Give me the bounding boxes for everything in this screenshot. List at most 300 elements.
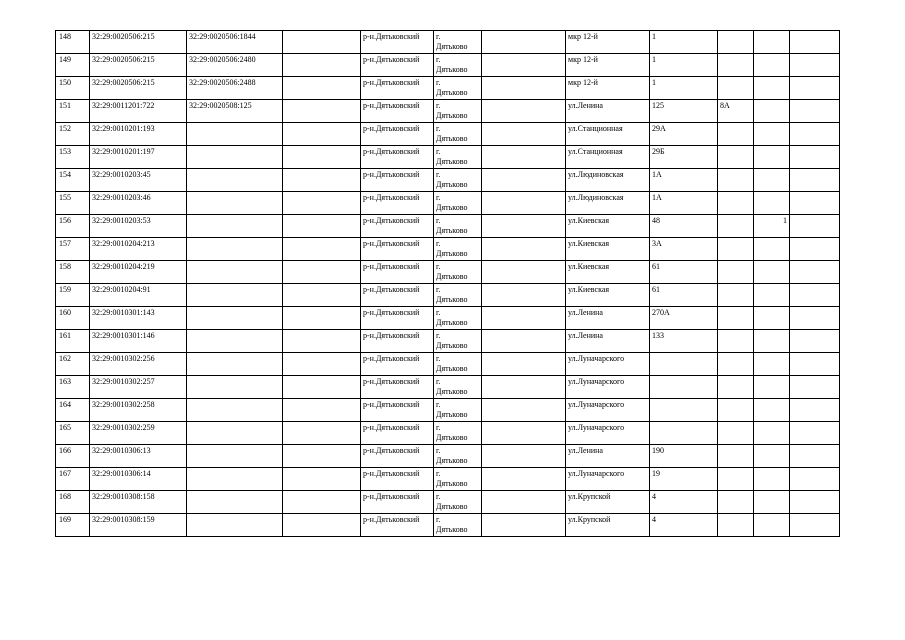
district-cell (361, 77, 434, 100)
empty-cell (283, 514, 361, 537)
cadastral-number-cell (90, 468, 187, 491)
district-cell (361, 491, 434, 514)
empty-cell (283, 238, 361, 261)
city-name: Дятьково (436, 363, 468, 373)
empty-cell (482, 146, 566, 169)
city-cell (434, 307, 482, 330)
row-number-cell (56, 468, 90, 491)
district-cell (361, 238, 434, 261)
district-text: р-н.Дятьковский (363, 469, 420, 478)
street-text: ул.Ленина (568, 308, 603, 317)
row-number-cell (56, 514, 90, 537)
cadastral-number-cell (90, 238, 187, 261)
empty-cell (790, 307, 840, 330)
city-cell (434, 31, 482, 54)
row-number-text: 163 (59, 377, 71, 386)
city-prefix: г. (436, 400, 441, 409)
row-number-text: 169 (59, 515, 71, 524)
house-number-cell (650, 146, 718, 169)
row-number-text: 157 (59, 239, 71, 248)
street-text: ул.Ленина (568, 101, 603, 110)
empty-cell (283, 353, 361, 376)
row-number-text: 168 (59, 492, 71, 501)
cadastral-number-cell (90, 100, 187, 123)
empty-cell (482, 422, 566, 445)
row-number-text: 151 (59, 101, 71, 110)
house-number-text: 190 (652, 446, 664, 455)
related-cadastral-number-cell (187, 54, 283, 77)
related-cadastral-number-cell (187, 215, 283, 238)
related-cadastral-number-text: 32:29:0020506:1844 (189, 32, 256, 41)
house-number-text: 133 (652, 331, 664, 340)
building-cell (718, 307, 754, 330)
flag-cell (754, 307, 790, 330)
city-name: Дятьково (436, 110, 468, 120)
empty-cell (283, 31, 361, 54)
house-number-text: 61 (652, 285, 660, 294)
cadastral-number-text: 32:29:0010301:143 (92, 308, 155, 317)
cadastral-number-text: 32:29:0010204:213 (92, 239, 155, 248)
empty-cell (283, 169, 361, 192)
house-number-cell (650, 399, 718, 422)
district-text: р-н.Дятьковский (363, 239, 420, 248)
row-number-text: 167 (59, 469, 71, 478)
table-row (56, 307, 840, 330)
district-text: р-н.Дятьковский (363, 32, 420, 41)
house-number-cell (650, 238, 718, 261)
house-number-cell (650, 123, 718, 146)
related-cadastral-number-text: 32:29:0020506:2480 (189, 55, 256, 64)
building-cell (718, 284, 754, 307)
empty-cell (283, 123, 361, 146)
street-cell (566, 215, 650, 238)
row-number-text: 158 (59, 262, 71, 271)
building-cell (718, 146, 754, 169)
related-cadastral-number-cell (187, 169, 283, 192)
house-number-cell (650, 77, 718, 100)
house-number-cell (650, 514, 718, 537)
building-cell (718, 123, 754, 146)
row-number-text: 159 (59, 285, 71, 294)
empty-cell (790, 215, 840, 238)
district-cell (361, 169, 434, 192)
empty-cell (790, 284, 840, 307)
row-number-cell (56, 284, 90, 307)
city-name: Дятьково (436, 271, 468, 281)
flag-cell (754, 77, 790, 100)
building-text: 8А (720, 101, 730, 110)
table-row (56, 54, 840, 77)
district-cell (361, 468, 434, 491)
building-cell (718, 399, 754, 422)
flag-cell (754, 399, 790, 422)
district-cell (361, 123, 434, 146)
house-number-text: 48 (652, 216, 660, 225)
street-cell (566, 307, 650, 330)
city-cell (434, 468, 482, 491)
city-name: Дятьково (436, 478, 468, 488)
empty-cell (790, 31, 840, 54)
row-number-cell (56, 54, 90, 77)
empty-cell (482, 31, 566, 54)
house-number-cell (650, 330, 718, 353)
district-cell (361, 100, 434, 123)
district-text: р-н.Дятьковский (363, 515, 420, 524)
related-cadastral-number-cell (187, 468, 283, 491)
city-name: Дятьково (436, 386, 468, 396)
flag-text: 1 (783, 216, 787, 225)
city-prefix: г. (436, 239, 441, 248)
cadastral-number-cell (90, 192, 187, 215)
city-prefix: г. (436, 377, 441, 386)
district-text: р-н.Дятьковский (363, 170, 420, 179)
empty-cell (482, 100, 566, 123)
street-cell (566, 376, 650, 399)
house-number-text: 3А (652, 239, 662, 248)
building-cell (718, 445, 754, 468)
district-cell (361, 353, 434, 376)
building-cell (718, 54, 754, 77)
city-name: Дятьково (436, 317, 468, 327)
district-cell (361, 307, 434, 330)
empty-cell (482, 399, 566, 422)
empty-cell (482, 261, 566, 284)
building-cell (718, 31, 754, 54)
street-text: ул.Луначарского (568, 400, 625, 409)
cadastral-number-text: 32:29:0010204:219 (92, 262, 155, 271)
row-number-text: 154 (59, 170, 71, 179)
house-number-cell (650, 215, 718, 238)
city-cell (434, 77, 482, 100)
building-cell (718, 353, 754, 376)
street-text: ул.Киевская (568, 262, 610, 271)
city-cell (434, 330, 482, 353)
street-cell (566, 353, 650, 376)
empty-cell (482, 238, 566, 261)
empty-cell (283, 307, 361, 330)
cadastral-number-text: 32:29:0010301:146 (92, 331, 155, 340)
empty-cell (482, 514, 566, 537)
city-prefix: г. (436, 331, 441, 340)
related-cadastral-number-cell (187, 307, 283, 330)
table-row (56, 353, 840, 376)
empty-cell (283, 261, 361, 284)
city-cell (434, 192, 482, 215)
flag-cell (754, 31, 790, 54)
table-row (56, 445, 840, 468)
city-name: Дятьково (436, 64, 468, 74)
house-number-cell (650, 192, 718, 215)
row-number-cell (56, 376, 90, 399)
cadastral-number-cell (90, 77, 187, 100)
empty-cell (790, 238, 840, 261)
city-cell (434, 514, 482, 537)
row-number-cell (56, 146, 90, 169)
cadastral-number-cell (90, 31, 187, 54)
empty-cell (283, 399, 361, 422)
row-number-cell (56, 445, 90, 468)
empty-cell (283, 192, 361, 215)
cadastral-number-text: 32:29:0010302:259 (92, 423, 155, 432)
house-number-cell (650, 468, 718, 491)
empty-cell (790, 192, 840, 215)
house-number-cell (650, 307, 718, 330)
cadastral-number-text: 32:29:0020506:215 (92, 78, 155, 87)
city-cell (434, 376, 482, 399)
flag-cell (754, 192, 790, 215)
table-row (56, 192, 840, 215)
street-text: ул.Киевская (568, 239, 610, 248)
city-cell (434, 261, 482, 284)
table-row (56, 77, 840, 100)
city-name: Дятьково (436, 133, 468, 143)
city-prefix: г. (436, 308, 441, 317)
city-name: Дятьково (436, 455, 468, 465)
table-body (56, 31, 840, 537)
cadastral-number-text: 32:29:0010203:53 (92, 216, 151, 225)
empty-cell (482, 330, 566, 353)
table-row (56, 468, 840, 491)
empty-cell (790, 399, 840, 422)
empty-cell (482, 445, 566, 468)
empty-cell (283, 468, 361, 491)
street-cell (566, 123, 650, 146)
city-cell (434, 100, 482, 123)
house-number-text: 1А (652, 170, 662, 179)
table-row (56, 422, 840, 445)
city-prefix: г. (436, 446, 441, 455)
cadastral-number-cell (90, 399, 187, 422)
city-name: Дятьково (436, 87, 468, 97)
empty-cell (790, 330, 840, 353)
street-cell (566, 468, 650, 491)
city-cell (434, 238, 482, 261)
cadastral-number-text: 32:29:0010302:258 (92, 400, 155, 409)
cadastral-number-cell (90, 261, 187, 284)
district-text: р-н.Дятьковский (363, 285, 420, 294)
street-text: ул.Людиновская (568, 170, 624, 179)
city-prefix: г. (436, 55, 441, 64)
city-prefix: г. (436, 469, 441, 478)
district-text: р-н.Дятьковский (363, 78, 420, 87)
empty-cell (283, 330, 361, 353)
empty-cell (790, 146, 840, 169)
flag-cell (754, 468, 790, 491)
empty-cell (482, 491, 566, 514)
flag-cell (754, 54, 790, 77)
flag-cell (754, 146, 790, 169)
house-number-text: 29Б (652, 147, 665, 156)
district-text: р-н.Дятьковский (363, 423, 420, 432)
district-text: р-н.Дятьковский (363, 216, 420, 225)
flag-cell (754, 422, 790, 445)
street-text: ул.Крупской (568, 515, 611, 524)
city-name: Дятьково (436, 179, 468, 189)
empty-cell (482, 307, 566, 330)
district-text: р-н.Дятьковский (363, 262, 420, 271)
table-row (56, 514, 840, 537)
street-text: мкр 12-й (568, 55, 598, 64)
city-prefix: г. (436, 354, 441, 363)
row-number-text: 150 (59, 78, 71, 87)
empty-cell (790, 261, 840, 284)
flag-cell (754, 514, 790, 537)
city-prefix: г. (436, 216, 441, 225)
city-name: Дятьково (436, 432, 468, 442)
city-prefix: г. (436, 32, 441, 41)
street-text: ул.Луначарского (568, 469, 625, 478)
house-number-cell (650, 445, 718, 468)
city-name: Дятьково (436, 340, 468, 350)
cadastral-number-text: 32:29:0010203:45 (92, 170, 151, 179)
related-cadastral-number-cell (187, 284, 283, 307)
related-cadastral-number-cell (187, 31, 283, 54)
street-cell (566, 238, 650, 261)
street-text: ул.Людиновская (568, 193, 624, 202)
house-number-text: 1 (652, 32, 656, 41)
table-row (56, 491, 840, 514)
district-text: р-н.Дятьковский (363, 193, 420, 202)
table-row (56, 31, 840, 54)
city-cell (434, 215, 482, 238)
related-cadastral-number-cell (187, 123, 283, 146)
empty-cell (790, 100, 840, 123)
row-number-text: 148 (59, 32, 71, 41)
house-number-text: 1 (652, 55, 656, 64)
cadastral-number-text: 32:29:0020506:215 (92, 32, 155, 41)
street-cell (566, 491, 650, 514)
empty-cell (482, 468, 566, 491)
district-cell (361, 31, 434, 54)
related-cadastral-number-cell (187, 100, 283, 123)
city-prefix: г. (436, 78, 441, 87)
cadastral-number-cell (90, 215, 187, 238)
district-cell (361, 330, 434, 353)
flag-cell (754, 169, 790, 192)
street-text: ул.Крупской (568, 492, 611, 501)
empty-cell (283, 445, 361, 468)
city-prefix: г. (436, 285, 441, 294)
row-number-text: 166 (59, 446, 71, 455)
building-cell (718, 422, 754, 445)
related-cadastral-number-text: 32:29:0020506:2488 (189, 78, 256, 87)
row-number-text: 156 (59, 216, 71, 225)
row-number-text: 164 (59, 400, 71, 409)
cadastral-number-cell (90, 422, 187, 445)
building-cell (718, 491, 754, 514)
city-prefix: г. (436, 101, 441, 110)
empty-cell (283, 422, 361, 445)
city-prefix: г. (436, 262, 441, 271)
empty-cell (482, 54, 566, 77)
empty-cell (283, 146, 361, 169)
city-cell (434, 54, 482, 77)
cadastral-number-cell (90, 284, 187, 307)
cadastral-number-text: 32:29:0020506:215 (92, 55, 155, 64)
table-row (56, 399, 840, 422)
empty-cell (482, 376, 566, 399)
empty-cell (790, 376, 840, 399)
cadastral-number-text: 32:29:0010204:91 (92, 285, 151, 294)
flag-cell (754, 123, 790, 146)
building-cell (718, 261, 754, 284)
related-cadastral-number-cell (187, 261, 283, 284)
city-name: Дятьково (436, 41, 468, 51)
empty-cell (283, 491, 361, 514)
table-row (56, 330, 840, 353)
district-cell (361, 376, 434, 399)
house-number-cell (650, 422, 718, 445)
related-cadastral-number-cell (187, 77, 283, 100)
street-cell (566, 284, 650, 307)
street-cell (566, 261, 650, 284)
street-text: ул.Луначарского (568, 423, 625, 432)
table-row (56, 146, 840, 169)
row-number-text: 161 (59, 331, 71, 340)
flag-cell (754, 284, 790, 307)
registry-table (55, 30, 840, 537)
related-cadastral-number-text: 32:29:0020508:125 (189, 101, 252, 110)
district-cell (361, 284, 434, 307)
flag-cell (754, 261, 790, 284)
empty-cell (790, 169, 840, 192)
district-cell (361, 54, 434, 77)
empty-cell (482, 215, 566, 238)
house-number-text: 125 (652, 101, 664, 110)
related-cadastral-number-cell (187, 330, 283, 353)
row-number-cell (56, 307, 90, 330)
empty-cell (482, 284, 566, 307)
empty-cell (790, 422, 840, 445)
row-number-cell (56, 31, 90, 54)
building-cell (718, 192, 754, 215)
street-cell (566, 192, 650, 215)
row-number-cell (56, 77, 90, 100)
city-cell (434, 445, 482, 468)
building-cell (718, 169, 754, 192)
related-cadastral-number-cell (187, 146, 283, 169)
house-number-text: 61 (652, 262, 660, 271)
city-name: Дятьково (436, 202, 468, 212)
street-text: мкр 12-й (568, 78, 598, 87)
city-name: Дятьково (436, 409, 468, 419)
house-number-cell (650, 54, 718, 77)
district-cell (361, 215, 434, 238)
house-number-text: 4 (652, 515, 656, 524)
empty-cell (482, 123, 566, 146)
district-cell (361, 445, 434, 468)
house-number-text: 270А (652, 308, 670, 317)
row-number-cell (56, 491, 90, 514)
district-text: р-н.Дятьковский (363, 354, 420, 363)
building-cell (718, 238, 754, 261)
table-row (56, 215, 840, 238)
table-row (56, 169, 840, 192)
empty-cell (790, 123, 840, 146)
document-page (55, 30, 840, 537)
building-cell (718, 330, 754, 353)
row-number-text: 149 (59, 55, 71, 64)
cadastral-number-text: 32:29:0010201:197 (92, 147, 155, 156)
city-name: Дятьково (436, 501, 468, 511)
empty-cell (790, 468, 840, 491)
cadastral-number-cell (90, 307, 187, 330)
district-text: р-н.Дятьковский (363, 147, 420, 156)
related-cadastral-number-cell (187, 353, 283, 376)
city-name: Дятьково (436, 225, 468, 235)
table-row (56, 100, 840, 123)
district-cell (361, 514, 434, 537)
